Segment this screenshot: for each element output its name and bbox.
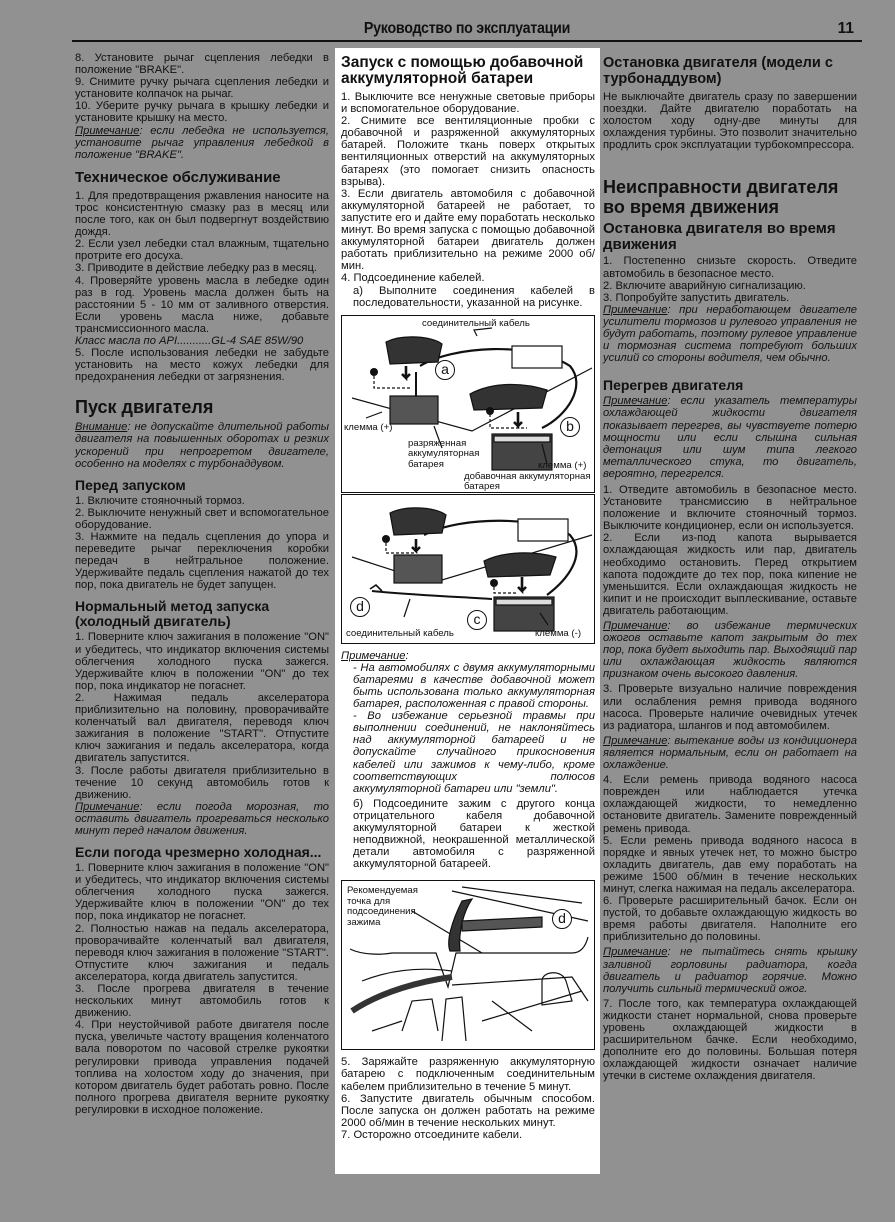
section-heading-jump-start: Запуск с помощью добавочной аккумуляторной батареи <box>341 54 584 87</box>
jump-step: 3. Если двигатель автомобиля с добавочной аккумуляторной батареей не работает, то запустите его и дайте ему поработать несколько минут. Во время запуска с помощью добавочной аккумуляторной батареи двигатель должен работать приблизительно на режиме 2000 об/мин. <box>341 187 595 273</box>
jump-step: 4. Подсоединение кабелей. <box>341 272 485 285</box>
normal-step: 1. Поверните ключ зажигания в положение "ON" и убедитесь, что индикатор включения системы облегчения холодного пуска зажегся. Удерживайте ключ в положении "ON" до тех пор, пока индикатор не погаснет. <box>75 631 329 692</box>
cold-step: 4. При неустойчивой работе двигателя после пуска, увеличьте частоту вращения коленчатого вала поворотом по часовой стрелке рукоятки регулировки привода управления подачей топлива на холостом ходу до значения, при котором двигатель будет работать ровно. После полного прогрева двигателя верните рукоятку регулировки в исходное положение. <box>75 1019 329 1116</box>
note-label: Примечание <box>603 620 668 632</box>
bulb-lead <box>494 587 517 593</box>
jump-step: 2. Снимите все вентиляционные пробки с добавочной и разряженной аккумуляторных батарей. Положите ткань поверх открытых вентиляционных отверстий на аккумуляторных батареях (это помогает снизить опасность взрыва). <box>341 115 595 188</box>
note-label: Примечание <box>603 946 668 959</box>
overheat-note-2 <box>603 620 857 680</box>
oil-class: Класс масла по API...........GL-4 SAE 85W/90 <box>75 334 304 347</box>
section-heading-faults: Неисправности двигателя во время движения <box>603 177 839 218</box>
marker-b: b <box>560 417 580 437</box>
winch-step: 10. Уберите ручку рычага в крышку лебедки и установите крышку на место. <box>75 100 329 125</box>
note-text: : во избежание термических ожогов оставьте капот закрытым до тех пор, пока будет выходить пар. Выходящий пар или охлаждающая жидкость являются признаком очень высокого давления. <box>603 620 857 681</box>
jump-final-step: 6. Запустите двигатель обычным способом. После запуска он должен работать на режиме 2000 об/мин в течение нескольких минут. <box>341 1092 595 1129</box>
warning-text: : не допускайте длительной работы двигателя на повышенных оборотах и резких ускорений при непрогретом двигателе, особенно на моделях с турбонаддувом. <box>75 421 329 470</box>
jump-step-4a: а) Выполните соединения кабелей в последовательности, указанной на рисунке. <box>353 284 595 309</box>
start-warning <box>75 421 329 469</box>
note-label: Примечание <box>603 734 668 747</box>
maintenance-step: 1. Для предотвращения ржавления наносите на трос консистентную смазку раз в месяц или после того, как он был подвергнут воздействию дождя. <box>75 189 329 239</box>
cold-step: 1. Поверните ключ зажигания в положение "ON" и убедитесь, что индикатор включения системы облегчения холодного пуска зажегся. Удерживайте ключ в положении "ON" до тех пор, пока индикатор не погаснет. <box>75 862 329 923</box>
note-text: : если погода морозная, то оставить двигатель прогреваться несколько минут перед началом движения. <box>75 800 329 837</box>
maintenance-step: 4. Проверяйте уровень масла в лебедке один раз в год. Уровень масла должен быть на расстоянии 5 - 10 мм от заливного отверстия. Если уровень масла ниже, добавьте трансмиссионного масла. <box>75 274 329 335</box>
overheat-step: 7. После того, как температура охлаждающей жидкости станет нормальной, снова проверьте уровень охлаждающей жидкости в расширительном бачке. Если необходимо, дополните его до половины. Большая потеря охлаждающей жидкости означает наличие утечки в системе охлаждения двигателя. <box>603 997 857 1083</box>
figure-connect-positive <box>341 315 595 493</box>
label-terminal-plus-right: клемма (+) <box>538 459 587 471</box>
cable-line <box>372 591 492 599</box>
note-text: : при неработающем двигателе усилители тормозов и рулевого управления не будут работать, поэтому рулевое управление и тормозная система потребуют больших усилий со стороны водителя, чем обычно. <box>603 303 857 365</box>
jump-note-item: - Во избежание серьезной травмы при выполнении соединений, не наклоняйтесь над аккумуляторной батареей и не допускайте случайного прикосновения кабелей или зажимов к чему-либо, кроме соответствующих полюсов аккумуляторной батареи или "земли". <box>353 710 595 795</box>
bulb-icon <box>382 535 390 543</box>
normal-step: 3. После работы двигателя приблизительно в течение 10 секунд автомобиль готов к движению. <box>75 764 329 801</box>
bulb-icon <box>486 407 494 415</box>
section-heading-turbo-stop: Остановка двигателя (модели с турбонаддувом) <box>603 55 833 87</box>
note-label: Примечание <box>603 303 668 316</box>
label-booster-battery: добавочная аккумуляторная батарея <box>464 470 591 493</box>
engine-box-icon <box>512 346 562 368</box>
arrow-down-icon <box>518 577 526 591</box>
overheat-step: 4. Если ремень привода водяного насоса поврежден или наблюдается утечка охлаждающей жидкости, то немедленно остановите двигатель. Замените поврежденный ремень привода. <box>603 774 857 835</box>
before-step: 2. Выключите ненужный свет и вспомогательное оборудование. <box>75 506 329 531</box>
marker-d: d <box>350 597 370 617</box>
cloth-icon <box>484 553 556 577</box>
winch-step: 8. Установите рычаг сцепления лебедки в положение "BRAKE". <box>75 52 329 77</box>
maintenance-step: 3. Приводите в действие лебедку раз в месяц. <box>75 262 317 275</box>
note-label: Примечание <box>75 124 140 137</box>
running-title: Руководство по эксплуатации <box>363 20 571 37</box>
cloth-icon <box>386 337 442 364</box>
label-terminal-plus-left: клемма (+) <box>344 421 393 433</box>
jump-note-item: - На автомобилях с двумя аккумуляторными батареями в качестве добавочной может быть использована только аккумуляторная батарея, расположенная с правой стороны. <box>353 661 595 711</box>
bulb-lead <box>490 414 527 428</box>
overheat-step: 2. Если из-под капота вырывается охлаждающая жидкость или пар, двигатель необходимо остановить. Перед открытием капота подождите до тех пор, пока кипение не уменьшится. Если охлаждающая жидкость не кипит и не происходит выплескивание, оставьте двигатель работающим. <box>603 532 857 617</box>
arrow-down-icon <box>412 539 420 551</box>
marker-c: c <box>467 610 487 630</box>
label-cable: соединительный кабель <box>346 627 454 639</box>
stall-step: 1. Постепенно снизьте скорость. Отведите автомобиль в безопасное место. <box>603 255 857 280</box>
discharged-battery-icon <box>390 396 438 424</box>
overheat-step: 5. Если ремень привода водяного насоса в порядке и явных утечек нет, то можно быстро охладить двигатель, дав ему поработать на режиме 1500 об/мин в течение нескольких минут, слегка нажимая на педаль акселератора. <box>603 834 857 895</box>
arrow-down-icon <box>402 366 410 378</box>
normal-note <box>75 801 329 837</box>
winch-step: 9. Снимите ручку рычага сцепления лебедки и установите колпачок на рычаг. <box>75 76 329 101</box>
bulb-lead <box>386 543 414 553</box>
section-heading-normal-start: Нормальный метод запуска (холодный двигатель) <box>75 598 270 630</box>
maintenance-step: 5. После использования лебедки не забудьте установить на место кожух лебедки для предохранения лебедки от загрязнения. <box>75 347 329 384</box>
label-terminal-minus: клемма (-) <box>535 627 582 639</box>
section-heading-stall: Остановка двигателя во время движения <box>603 220 836 254</box>
label-recommended-point: Рекомендуемая точка для подсоединения зажима <box>347 885 418 928</box>
winch-note <box>75 125 329 161</box>
before-step: 1. Включите стояночный тормоз. <box>75 494 245 507</box>
right-column <box>603 55 857 1082</box>
overheat-note-4 <box>603 946 857 994</box>
marker-d: d <box>552 909 572 929</box>
page-number: 11 <box>837 20 854 37</box>
jump-step-4b: б) Подсоедините зажим с другого конца отрицательного кабеля добавочной аккумуляторной батареи к жесткой неподвижной, неокрашенной металлической детали автомобиля с разряженной аккумуляторной батареей. <box>353 797 595 871</box>
jump-final-step: 7. Осторожно отсоедините кабели. <box>341 1128 523 1141</box>
bulb-icon <box>490 579 498 587</box>
stall-step: 2. Включите аварийную сигнализацию. <box>603 279 806 292</box>
clamp-icon <box>370 585 382 591</box>
overheat-note <box>603 395 857 480</box>
middle-column <box>341 55 595 1141</box>
discharged-battery-icon <box>394 555 442 583</box>
stall-step: 3. Попробуйте запустить двигатель. <box>603 291 790 304</box>
note-text: : если указатель температуры охлаждающей жидкости двигателя показывает перегрев, вы чувствуете потерю мощности или если слышна сильная детонация или шум типа легкого металлического стука, то двигатель, вероятно, перегрелся. <box>603 395 857 480</box>
left-column <box>75 52 329 1116</box>
overheat-note-3 <box>603 735 857 771</box>
before-step: 3. Нажмите на педаль сцепления до упора и переведите рычаг переключения коробки передач в нейтральное положение. Удерживайте педаль сцепления нажатой до тех пор, пока двигатель не будет запущен. <box>75 531 329 592</box>
marker-a: a <box>435 360 455 380</box>
page-header <box>72 20 862 42</box>
section-heading-before-start: Перед запуском <box>75 476 186 493</box>
section-heading-overheat: Перегрев двигателя <box>603 377 744 394</box>
cold-step: 3. После прогрева двигателя в течение нескольких минут автомобиль готов к движению. <box>75 983 329 1020</box>
normal-step: 2. Нажимая педаль акселератора приблизительно на половину, проворачивайте коленчатый вал двигателя, переводя ключ зажигания в положение "START". Отпустите ключ зажигания и педаль акселератора, когда двигатель запустится. <box>75 691 329 765</box>
cloth-icon <box>390 508 446 535</box>
maintenance-step: 2. Если узел лебедки стал влажным, тщательно протрите его досуха. <box>75 238 329 263</box>
label-cable: соединительный кабель <box>422 317 530 329</box>
jump-step: 1. Выключите все ненужные световые приборы и вспомогательное оборудование. <box>341 91 595 116</box>
note-text: : не пытайтесь снять крышку заливной горловины радиатора, когда двигатель и радиатор горячие. Можно получить сильный термический ожог. <box>603 946 857 995</box>
cold-step: 2. Полностью нажав на педаль акселератора, проворачивайте коленчатый вал двигателя, переводя ключ зажигания в положение "START". Отпустите ключ зажигания и педаль акселератора, когда двигатель запустится. <box>75 922 329 983</box>
section-heading-cold-weather: Если погода чрезмерно холодная... <box>75 844 322 861</box>
cloth-icon <box>470 384 547 410</box>
figure-connect-negative <box>341 494 595 644</box>
note-label: Примечание <box>75 800 140 813</box>
overheat-step: 1. Отведите автомобиль в безопасное место. Установите трансмиссию в нейтральное положение и включите стояночный тормоз. Выключите кондиционер, если он используется. <box>603 483 857 533</box>
figure-ground-point <box>341 880 595 1050</box>
overheat-step: 6. Проверьте расширительный бачок. Если он пустой, то добавьте охлаждающую жидкость во время работы двигателя. Наполните его приблизительно до половины. <box>603 895 857 944</box>
jump-final-step: 5. Заряжайте разряженную аккумуляторную батарею с подключенным соединительным кабелем приблизительно в течение 5 минут. <box>341 1056 595 1093</box>
callout-outline <box>350 937 588 987</box>
stall-note <box>603 304 857 364</box>
section-heading-engine-start: Пуск двигателя <box>75 397 214 418</box>
turbo-text: Не выключайте двигатель сразу по завершении поездки. Дайте двигателю поработать на холостом ходу одну-две минуты для охлаждения турбины. Это позволит значительно продлить срок эксплуатации турбокомпрессора. <box>603 91 857 152</box>
note-label: Примечание <box>341 649 406 662</box>
section-heading-maintenance: Техническое обслуживание <box>75 168 281 186</box>
note-text: : вытекание воды из кондиционера является нормальным, если он работает на охлаждение. <box>603 734 857 772</box>
jump-note <box>341 650 595 662</box>
warning-label: Внимание <box>75 421 128 434</box>
engine-box-icon <box>518 519 568 541</box>
bulb-icon <box>370 368 378 376</box>
arrow-down-icon <box>514 412 522 426</box>
note-label: Примечание <box>603 395 668 408</box>
overheat-step: 3. Проверьте визуально наличие повреждения или ослабления ремня привода водяного насоса. Проверьте наличие очевидных утечек из радиатора, шлангов и под автомобилем. <box>603 683 857 732</box>
note-colon: : <box>405 649 409 662</box>
label-discharged-battery: разряженная аккумуляторная батарея <box>408 437 480 470</box>
note-text: : если лебедка не используется, установите рычаг управления лебедкой в положение "BRAKE". <box>75 124 329 161</box>
